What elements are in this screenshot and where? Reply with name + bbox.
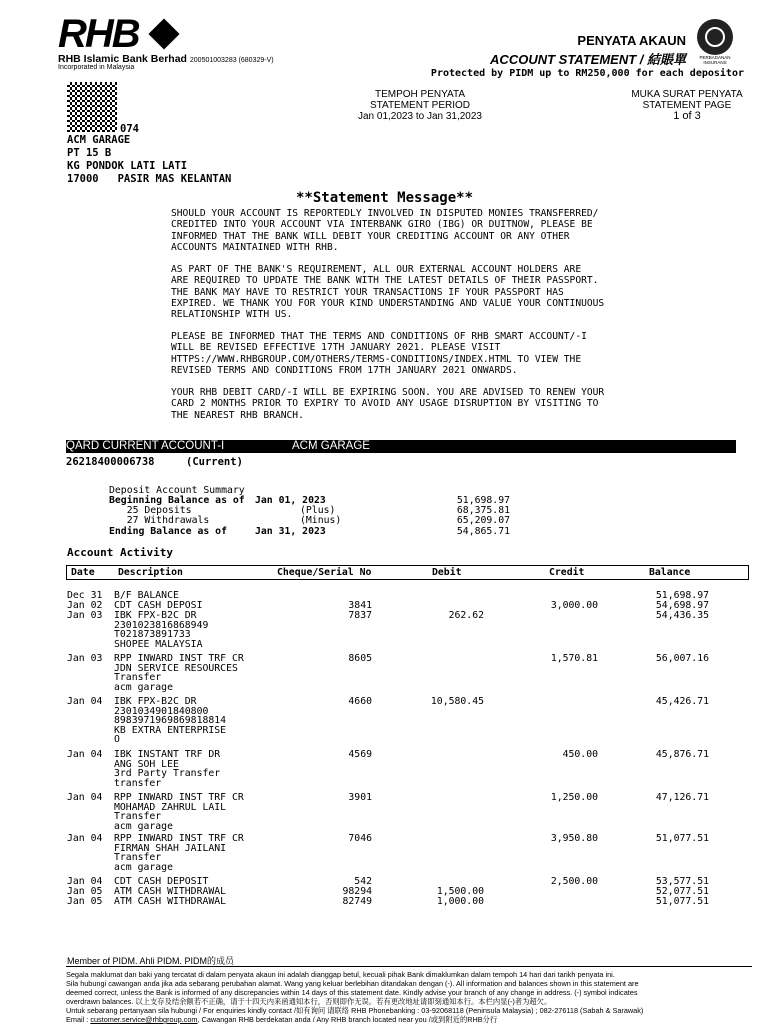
footer-line: Sila hubungi cawangan anda jika ada sebarang perubahan alamat. Wang yang keluar berlebihan ditandakan dengan (-). All information and balances shown in this statement are (66, 979, 639, 988)
col-balance: Balance (649, 567, 691, 578)
footer-line: Segala maklumat dan baki yang tercatat di dalam penyata akaun ini adalah dianggap betul, kecuali pihak Bank dimaklumkan dalam tempoh 14 hari dari tarikh penyata ini. (66, 970, 615, 979)
message-paragraph: AS PART OF THE BANK'S REQUIREMENT, ALL OUR EXTERNAL ACCOUNT HOLDERS ARE ARE REQUIRED TO UPDATE THE BANK WITH THE LATEST DETAILS OF THEIR PASSPORT. THE BANK MAY HAVE TO RESTRICT YOUR TRANSACTIONS IF YOUR PASSPORT HAS EXPIRED. WE THANK YOU FOR YOUR KIND UNDERSTANDING AND VALUE YOUR CONTINUOUS RELATIONSHIP WITH US. (171, 264, 605, 321)
summary-title: Deposit Account Summary (109, 485, 245, 496)
summary-amount: 51,698.97 (456, 495, 510, 506)
row-cheque: 82749 (342, 896, 372, 907)
row-description: RPP INWARD INST TRF CR MOHAMAD ZAHRUL LAIL Transfer acm garage (114, 792, 244, 832)
message-paragraph: PLEASE BE INFORMED THAT THE TERMS AND CONDITIONS OF RHB SMART ACCOUNT/-I WILL BE REVISED EFFECTIVE 17TH JANUARY 2021. PLEASE VISIT HTTPS://WWW.RHBGROUP.COM/OTHERS/TERMS-CONDITIONS/INDEX.HTML TO VIEW THE REVISED TERMS AND CONDITIONS FROM 17TH JANUARY 2021 ONWARDS. (171, 331, 587, 376)
footer-divider (66, 966, 752, 967)
footer-line: Untuk sebarang pertanyaan sila hubungi / For enquiries kindly contact /如有询问 请联络 RHB Phonebanking : 03-92068118 (Peninsula Malaysia) ; 082-276118 (Sabah & Sarawak) (66, 1006, 644, 1015)
row-description: IBK FPX-B2C DR 2301023816868949 T021873891733 SHOPEE MALAYSIA (114, 610, 209, 650)
row-description: IBK INSTANT TRF DR ANG SOH LEE 3rd Party Transfer transfer (114, 749, 221, 789)
row-date: Jan 03 (67, 610, 103, 621)
statement-message-title: **Statement Message** (296, 190, 474, 206)
pidm-logo-icon (697, 19, 733, 55)
footer-disclaimer (66, 970, 756, 1024)
message-paragraph: YOUR RHB DEBIT CARD/-I WILL BE EXPIRING SOON. YOU ARE ADVISED TO RENEW YOUR CARD 2 MONTHS PRIOR TO EXPIRY TO AVOID ANY USAGE DISRUPTION BY VISITING TO THE NEAREST RHB BRANCH. (171, 387, 605, 421)
row-cheque: 4660 (348, 696, 372, 707)
row-date: Jan 05 (67, 886, 103, 897)
page-label-malay: MUKA SURAT PENYATA (631, 89, 743, 100)
address-line: 17000 PASIR MAS KELANTAN (67, 173, 232, 185)
period-value: Jan 01,2023 to Jan 31,2023 (358, 111, 482, 122)
row-balance: 52,077.51 (655, 886, 709, 897)
row-balance: 54,436.35 (655, 610, 709, 621)
row-cheque: 98294 (342, 886, 372, 897)
message-paragraph: SHOULD YOUR ACCOUNT IS REPORTEDLY INVOLVED IN DISPUTED MONIES TRANSFERRED/ CREDITED INTO YOUR ACCOUNT VIA INTERBANK GIRO (IBG) OR DUITNOW, PLEASE BE INFORMED THAT THE BANK WILL DEBIT YOUR CREDITING ACCOUNT OR ANY OTHER ACCOUNTS MAINTAINED WITH RHB. (171, 208, 599, 253)
row-balance: 51,077.51 (655, 833, 709, 844)
row-cheque: 3901 (348, 792, 372, 803)
row-description: ATM CASH WITHDRAWAL (114, 886, 227, 897)
row-balance: 54,698.97 (655, 600, 709, 611)
row-cheque: 7046 (348, 833, 372, 844)
mailing-address (67, 134, 231, 186)
period-label-malay: TEMPOH PENYATA (374, 89, 465, 100)
col-description: Description (118, 567, 183, 578)
row-balance: 45,876.71 (655, 749, 709, 760)
col-cheque: Cheque/Serial No (277, 567, 372, 578)
row-balance: 47,126.71 (655, 792, 709, 803)
statement-title-english: ACCOUNT STATEMENT / 結賬單 (490, 52, 686, 67)
col-debit: Debit (432, 567, 462, 578)
row-credit: 1,570.81 (550, 653, 598, 664)
row-description: IBK FPX-B2C DR 2301034901840800 8983971969869818814 KB EXTRA ENTERPRISE O (114, 696, 227, 745)
qr-code-icon (67, 82, 117, 132)
row-debit: 1,000.00 (436, 896, 484, 907)
summary-label: 27 Withdrawals (109, 515, 210, 526)
row-credit: 3,000.00 (550, 600, 598, 611)
row-cheque: 542 (354, 876, 372, 887)
incorporated-text: Incorporated in Malaysia (58, 64, 135, 71)
row-credit: 2,500.00 (550, 876, 598, 887)
footer-line: deemed correct, unless the Bank is informed of any discrepancies within 14 days of this statement date. Kindly advise your branch of any change in address. (-) symbol indicates (66, 988, 638, 997)
row-date: Jan 03 (67, 653, 103, 664)
row-debit: 1,500.00 (436, 886, 484, 897)
summary-label: Ending Balance as of (109, 526, 227, 537)
row-credit: 3,950.80 (550, 833, 598, 844)
account-number: 26218400006738 (66, 456, 155, 468)
account-type: QARD CURRENT ACCOUNT-I (66, 440, 225, 452)
row-cheque: 3841 (348, 600, 372, 611)
logo-diamond-icon (148, 18, 179, 49)
summary-note: (Minus) (300, 515, 342, 526)
row-description: RPP INWARD INST TRF CR JDN SERVICE RESOURCES Transfer acm garage (114, 653, 244, 693)
col-credit: Credit (549, 567, 585, 578)
period-label-english: STATEMENT PERIOD (369, 100, 470, 111)
activity-table-header (66, 565, 749, 580)
pidm-protection-note: Protected by PIDM up to RM250,000 for each depositor (430, 68, 744, 79)
col-date: Date (71, 567, 95, 578)
row-cheque: 8605 (348, 653, 372, 664)
email-link[interactable]: customer.service@rhbgroup.com (90, 1015, 198, 1024)
page-label-english: STATEMENT PAGE (642, 100, 732, 111)
row-description: ATM CASH WITHDRAWAL (114, 896, 227, 907)
summary-date: Jan 01, 2023 (255, 495, 326, 506)
rhb-logo (58, 14, 178, 54)
summary-note: (Plus) (300, 505, 336, 516)
row-balance: 53,577.51 (655, 876, 709, 887)
summary-label: 25 Deposits (109, 505, 192, 516)
statement-title-malay: PENYATA AKAUN (577, 33, 686, 48)
row-balance: 45,426.71 (655, 696, 709, 707)
row-credit: 450.00 (562, 749, 598, 760)
row-balance: 56,007.16 (655, 653, 709, 664)
account-type-bar (66, 440, 736, 453)
footer-email-line: Email : customer.service@rhbgroup.com, Cawangan RHB berdekatan anda / Any RHB branch located near you /或到附近的RHB分行 (66, 1015, 498, 1024)
pidm-logo-text: PERBADANAN INSURANS (699, 55, 731, 65)
row-date: Jan 02 (67, 600, 103, 611)
summary-label: Beginning Balance as of (109, 495, 245, 506)
page-value: 1 of 3 (673, 110, 701, 122)
statement-page (617, 89, 757, 122)
row-date: Jan 04 (67, 833, 103, 844)
account-activity-title: Account Activity (67, 546, 173, 559)
bank-name: RHB Islamic Bank Berhad 200501003283 (680329-V) (58, 53, 274, 65)
row-date: Jan 04 (67, 876, 103, 887)
account-status: (Current) (186, 456, 243, 468)
row-cheque: 4569 (348, 749, 372, 760)
row-balance: 51,077.51 (655, 896, 709, 907)
row-debit: 262.62 (448, 610, 484, 621)
row-description: CDT CASH DEPOSI (114, 600, 203, 611)
row-balance: 51,698.97 (655, 590, 709, 601)
row-date: Jan 04 (67, 696, 103, 707)
account-holder: ACM GARAGE (292, 440, 370, 452)
row-date: Dec 31 (67, 590, 103, 601)
summary-amount: 68,375.81 (456, 505, 510, 516)
row-date: Jan 04 (67, 792, 103, 803)
statement-period (330, 89, 510, 122)
row-credit: 1,250.00 (550, 792, 598, 803)
row-cheque: 7837 (348, 610, 372, 621)
address-line: ACM GARAGE (67, 134, 131, 146)
summary-date: Jan 31, 2023 (255, 526, 326, 537)
footer-line: overdrawn balances. 以上支存及结余额若不正确，请于十四天内来函通知本行，否则即作无误。若有更改地址请即刻通知本行。本栏内显(-)者为超欠。 (66, 997, 552, 1006)
address-line: KG PONDOK LATI LATI (67, 160, 188, 172)
row-date: Jan 05 (67, 896, 103, 907)
pidm-member-note: Member of PIDM. Ahli PIDM. PIDM的成员 (67, 956, 235, 966)
summary-amount: 65,209.07 (456, 515, 510, 526)
logo-text: RHB (58, 12, 139, 56)
address-line: PT 15 B (67, 147, 112, 159)
row-date: Jan 04 (67, 749, 103, 760)
row-debit: 10,580.45 (430, 696, 484, 707)
row-description: B/F BALANCE (114, 590, 179, 601)
row-description: CDT CASH DEPOSIT (114, 876, 209, 887)
row-description: RPP INWARD INST TRF CR FIRMAN SHAH JAILANI Transfer acm garage (114, 833, 244, 873)
summary-amount: 54,865.71 (456, 526, 510, 537)
address-code: 074 (120, 123, 139, 135)
